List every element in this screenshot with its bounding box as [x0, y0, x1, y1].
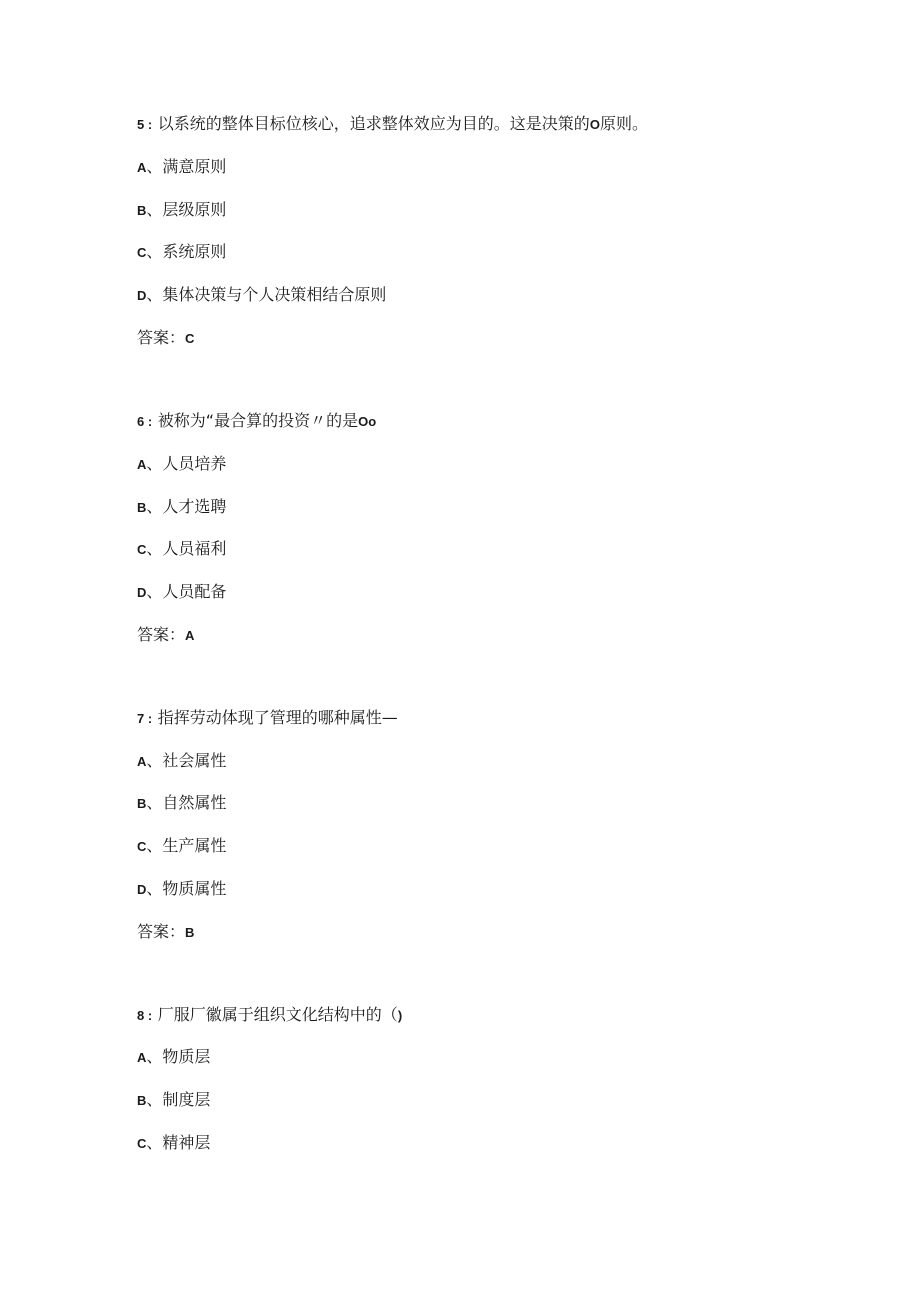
question-text-tail: 原则。 [599, 114, 648, 133]
option-text: 、自然属性 [146, 793, 227, 812]
question-7-option-a [137, 751, 226, 772]
option-letter: B [137, 796, 147, 811]
question-number: 7 [137, 711, 145, 726]
question-separator: : [144, 414, 156, 429]
question-7-option-c [137, 836, 226, 857]
question-5-option-b [137, 200, 226, 221]
question-number: 6 [137, 414, 145, 429]
option-letter: C [137, 245, 147, 260]
question-7-option-b [137, 793, 226, 814]
question-text: 指挥劳动体现了管理的哪种属性— [157, 708, 398, 727]
option-letter: A [137, 457, 147, 472]
question-5-option-c [137, 242, 226, 263]
option-text: 、满意原则 [146, 157, 227, 176]
question-blank: Oo [358, 414, 377, 429]
question-blank: ) [397, 1008, 403, 1023]
question-text: 厂服厂徽属于组织文化结构中的（ [157, 1005, 398, 1024]
answer-value: A [185, 628, 195, 643]
question-separator: : [144, 117, 156, 132]
option-text: 、制度层 [146, 1090, 211, 1109]
option-text: 、人才选聘 [146, 497, 227, 516]
option-letter: D [137, 585, 147, 600]
question-5-option-d [137, 285, 386, 306]
question-8-option-c [137, 1133, 210, 1154]
question-5-answer [137, 328, 194, 349]
option-text: 、物质属性 [146, 879, 227, 898]
answer-value: C [185, 331, 195, 346]
option-text: 、人员配备 [146, 582, 227, 601]
option-text: 、精神层 [146, 1133, 211, 1152]
question-number: 5 [137, 117, 145, 132]
answer-label: 答案： [137, 922, 186, 941]
option-text: 、社会属性 [146, 751, 227, 770]
option-letter: A [137, 1050, 147, 1065]
question-blank: O [589, 117, 600, 132]
question-6-option-c [137, 539, 226, 560]
question-6-option-d [137, 582, 226, 603]
answer-value: B [185, 925, 195, 940]
question-text: 被称为“最合算的投资〃的是 [157, 411, 359, 430]
option-letter: C [137, 1136, 147, 1151]
question-6-answer [137, 625, 194, 646]
question-5-option-a [137, 157, 226, 178]
option-letter: D [137, 288, 147, 303]
answer-label: 答案： [137, 328, 186, 347]
question-5-stem [137, 114, 648, 135]
option-letter: A [137, 160, 147, 175]
option-text: 、人员培养 [146, 454, 227, 473]
question-number: 8 [137, 1008, 145, 1023]
question-7-option-d [137, 879, 226, 900]
question-separator: : [144, 711, 156, 726]
option-letter: C [137, 839, 147, 854]
option-text: 、人员福利 [146, 539, 227, 558]
option-text: 、生产属性 [146, 836, 227, 855]
option-letter: A [137, 754, 147, 769]
option-letter: B [137, 203, 147, 218]
answer-label: 答案： [137, 625, 186, 644]
question-8-option-a [137, 1047, 210, 1068]
question-6-option-a [137, 454, 226, 475]
question-6-option-b [137, 497, 226, 518]
option-letter: B [137, 1093, 147, 1108]
question-8-option-b [137, 1090, 210, 1111]
option-letter: B [137, 500, 147, 515]
question-text: 以系统的整体目标位核心，追求整体效应为目的。这是决策的 [157, 114, 590, 133]
option-letter: D [137, 882, 147, 897]
question-7-stem [137, 708, 398, 729]
option-text: 、系统原则 [146, 242, 227, 261]
option-letter: C [137, 542, 147, 557]
question-separator: : [144, 1008, 156, 1023]
question-6-stem [137, 411, 376, 432]
question-7-answer [137, 922, 194, 943]
question-8-stem [137, 1005, 402, 1026]
option-text: 、物质层 [146, 1047, 211, 1066]
option-text: 、层级原则 [146, 200, 227, 219]
option-text: 、集体决策与个人决策相结合原则 [146, 285, 387, 304]
